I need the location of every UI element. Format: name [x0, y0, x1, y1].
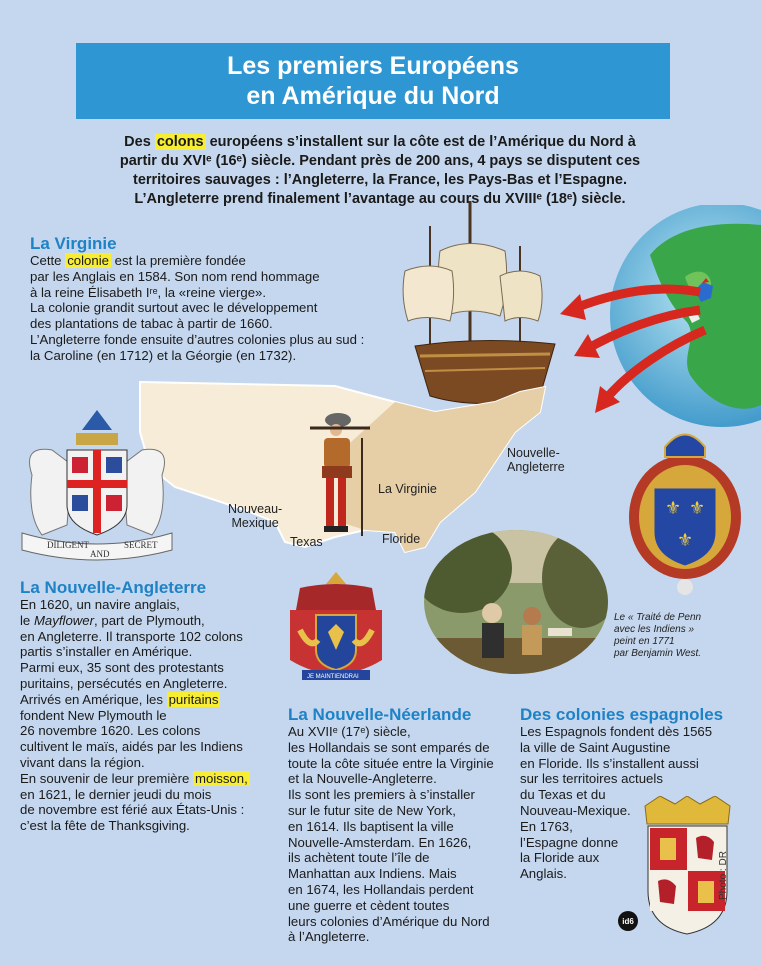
nn-line: à l’Angleterre.	[288, 929, 370, 945]
na-line: puritains, persécutés en Angleterre.	[20, 675, 228, 691]
highlight-puritains: puritains	[168, 691, 219, 707]
highlight-colonie: colonie	[67, 253, 109, 268]
fleur-de-lis-icon: ⚜	[689, 498, 706, 518]
fleur-de-lis-icon: ⚜	[677, 530, 694, 550]
nn-line: une guerre et cèdent toutes	[288, 897, 450, 913]
intro-line-3: territoires sauvages : l’Angleterre, la France, les Pays-Bas et l’Espagne.	[132, 172, 628, 188]
virginie-text-part: Cette	[30, 253, 66, 268]
map-label-line: Angleterre	[507, 460, 565, 474]
map-label-line: Nouvelle-	[507, 446, 560, 460]
english-coat-of-arms	[12, 405, 182, 565]
es-line: En 1763,	[520, 818, 573, 834]
es-line: Nouveau-Mexique.	[520, 802, 631, 818]
caption-line: peint en 1771	[614, 636, 675, 647]
na-line: partis s’installer en Amérique.	[20, 644, 193, 660]
french-coat-of-arms	[625, 422, 745, 600]
map-label-line: Mexique	[231, 516, 279, 530]
es-line: l’Espagne donne	[520, 834, 619, 850]
virginie-line: des plantations de tabac à partir de 1660.	[30, 316, 273, 332]
na-line: en 1621, le dernier jeudi du mois	[20, 786, 212, 802]
virginie-line: la Caroline (en 1712) et la Géorgie (en 1732).	[30, 347, 297, 363]
es-line: sur les territoires actuels	[520, 771, 663, 787]
virginie-line: à la reine Élisabeth Iʳᵉ, la «reine vierge».	[30, 284, 267, 300]
intro-text: européens s’installent sur la côte est de l’Amérique du Nord à	[205, 134, 636, 150]
map-label-nouvelle-angleterre	[507, 446, 565, 474]
intro-paragraph	[100, 133, 660, 209]
nouvelle-angleterre-text	[20, 597, 280, 834]
na-text-part: Arrivés en Amérique, les	[20, 691, 167, 707]
nn-line: en 1614. Ils baptisent la ville	[288, 818, 454, 834]
nn-line: et la Nouvelle-Angleterre.	[288, 771, 437, 787]
nn-line: ils achètent toute l’île de	[288, 850, 430, 866]
nn-line: leurs colonies d’Amérique du Nord	[288, 913, 490, 929]
na-line: cultivent le maïs, aidés par les Indiens	[20, 739, 243, 755]
painting-penn-treaty	[422, 528, 610, 676]
nn-line: en 1674, les Hollandais perdent	[288, 881, 474, 897]
conquistador-figure	[300, 408, 380, 540]
map-label-texas: Texas	[290, 535, 323, 549]
caption-line: par Benjamin West.	[614, 648, 702, 659]
na-line: c’est la fête de Thanksgiving.	[20, 818, 190, 834]
caption-line: avec les Indiens »	[614, 624, 695, 635]
nn-line: les Hollandais se sont emparés de	[288, 739, 490, 755]
section-title-virginie: La Virginie	[30, 234, 117, 253]
virginie-line: La colonie grandit surtout avec le développement	[30, 300, 318, 316]
id6-logo: id6	[618, 911, 638, 931]
section-title-nouvelle-neerlande: La Nouvelle-Néerlande	[288, 705, 472, 724]
na-line: de novembre est férié aux États-Unis :	[20, 802, 245, 818]
nn-line: Manhattan aux Indiens. Mais	[288, 866, 457, 882]
es-line: la Floride aux	[520, 850, 600, 866]
es-line: Les Espagnols fondent dès 1565	[520, 724, 713, 739]
photo-credit: Photo : DR	[718, 851, 729, 900]
nn-line: Nouvelle-Amsterdam. En 1626,	[288, 834, 472, 850]
na-line: Parmi eux, 35 sont des protestants	[20, 660, 224, 676]
na-line: en Angleterre. Il transporte 102 colons	[20, 628, 243, 644]
dutch-coat-of-arms	[280, 570, 392, 688]
es-line: du Texas et du	[520, 787, 606, 803]
virginie-line: par les Anglais en 1584. Son nom rend hommage	[30, 268, 320, 284]
es-line: en Floride. Ils s’installent aussi	[520, 755, 699, 771]
na-text-part: En souvenir de leur première	[20, 770, 193, 786]
fleur-de-lis-icon: ⚜	[665, 498, 682, 518]
nouvelle-neerlande-text	[288, 724, 520, 945]
na-line: En 1620, un navire anglais,	[20, 597, 180, 612]
section-title-colonies-espagnoles: Des colonies espagnoles	[520, 705, 724, 724]
painting-caption	[614, 612, 701, 660]
caption-line: Le « Traité de Penn	[614, 612, 702, 623]
crest-motto-left: DILIGENT	[47, 540, 89, 550]
migration-arrows	[540, 280, 720, 420]
map-label-virginie: La Virginie	[378, 482, 437, 496]
dutch-motto: JE MAINTIENDRAI	[307, 674, 359, 680]
nn-line: toute la côte située entre la Virginie	[288, 755, 494, 771]
nn-line: Au XVIIᵉ (17ᵉ) siècle,	[288, 724, 411, 739]
highlight-colons: colons	[156, 134, 204, 150]
na-line: vivant dans la région.	[20, 754, 145, 770]
mayflower-name: Mayflower	[33, 612, 95, 628]
intro-line-2: partir du XVIᵉ (16ᵉ) siècle. Pendant près de 200 ans, 4 pays se disputent ces	[119, 153, 641, 169]
map-label-line: Nouveau-	[228, 502, 283, 516]
page-title-line2: en Amérique du Nord	[246, 82, 500, 110]
title-banner	[76, 43, 670, 119]
virginie-line: L’Angleterre fonde ensuite d’autres colonies plus au sud :	[30, 331, 365, 347]
crest-motto-center: AND	[90, 549, 110, 559]
nn-line: sur le futur site de New York,	[288, 802, 456, 818]
es-line: la ville de Saint Augustine	[520, 739, 671, 755]
na-line: fondent New Plymouth le	[20, 707, 167, 723]
na-text-part: le	[20, 612, 34, 628]
intro-text: Des	[124, 134, 155, 150]
map-label-nouveau-mexique	[228, 502, 282, 530]
highlight-moisson: moisson,	[195, 770, 248, 786]
section-title-nouvelle-angleterre: La Nouvelle-Angleterre	[20, 578, 207, 597]
es-line: Anglais.	[520, 866, 567, 882]
na-text-part: , part de Plymouth,	[94, 612, 205, 628]
page-title-line1: Les premiers Européens	[227, 52, 519, 80]
map-label-floride: Floride	[382, 532, 421, 546]
virginie-text-part: est la première fondée	[110, 253, 246, 268]
nn-line: Ils sont les premiers à s’installer	[288, 787, 475, 803]
crest-motto-right: SECRET	[124, 540, 158, 550]
virginie-text	[30, 253, 430, 364]
intro-line-4: L’Angleterre prend finalement l’avantage au cours du XVIIIᵉ (18ᵉ) siècle.	[134, 191, 626, 207]
na-line: 26 novembre 1620. Les colons	[20, 723, 201, 739]
